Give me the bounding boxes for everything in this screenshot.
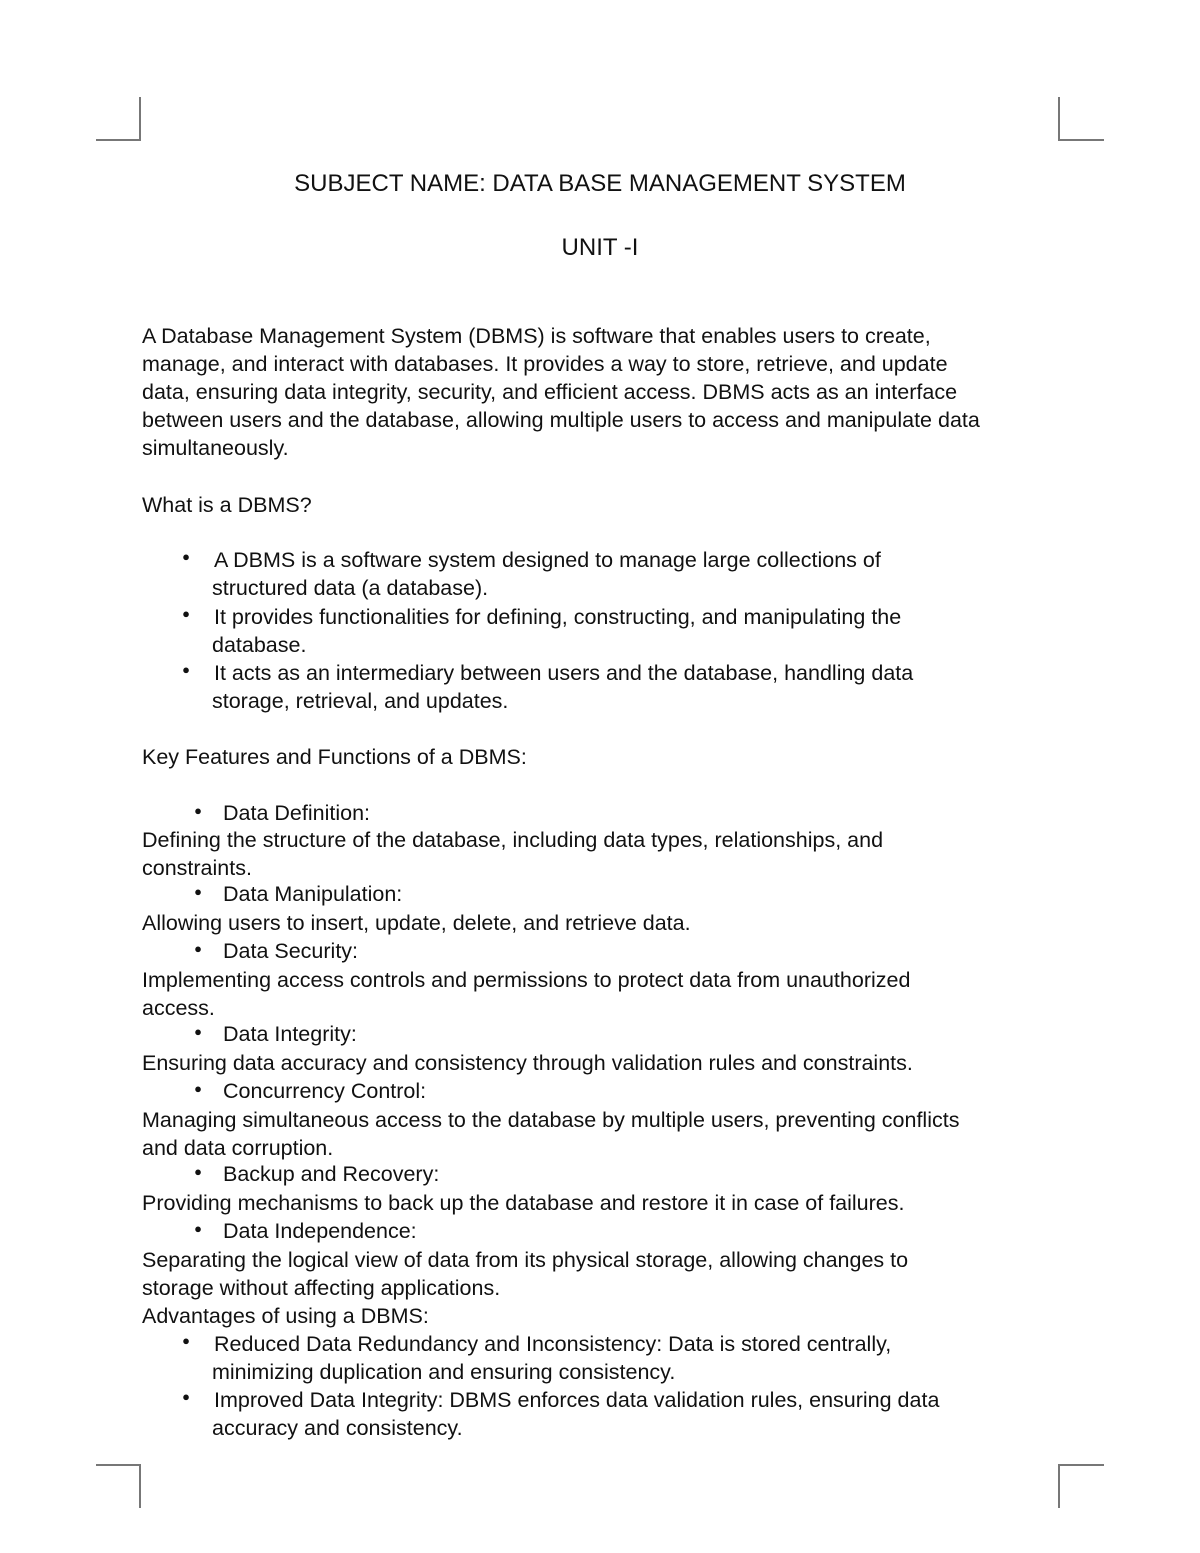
crop-mark-bottom-right-v	[1058, 1464, 1060, 1508]
feature-description: access.	[142, 996, 215, 1020]
intro-line: data, ensuring data integrity, security, and efficient access. DBMS acts as an interface	[142, 380, 958, 404]
feature-label: Data Independence:	[223, 1219, 417, 1243]
feature-label: Data Manipulation:	[223, 882, 403, 906]
list-item-continuation: database.	[212, 633, 307, 657]
crop-mark-top-left-v	[139, 97, 141, 141]
feature-label: Backup and Recovery:	[223, 1162, 440, 1186]
intro-line: manage, and interact with databases. It provides a way to store, retrieve, and update	[142, 352, 948, 376]
bullet-icon: ●	[194, 1024, 202, 1039]
list-item-continuation: storage, retrieval, and updates.	[212, 689, 509, 713]
bullet-icon: ●	[182, 662, 190, 677]
advantages-heading: Advantages of using a DBMS:	[142, 1304, 429, 1328]
feature-description: Providing mechanisms to back up the database and restore it in case of failures.	[142, 1191, 905, 1215]
crop-mark-bottom-left-v	[139, 1464, 141, 1508]
feature-label: Data Definition:	[223, 801, 370, 825]
feature-description: constraints.	[142, 856, 252, 880]
crop-mark-top-left-h	[96, 139, 141, 141]
bullet-icon: ●	[182, 549, 190, 564]
unit-title: UNIT -I	[561, 234, 639, 261]
list-item: It acts as an intermediary between users and the database, handling data	[214, 661, 914, 685]
feature-description: Ensuring data accuracy and consistency through validation rules and constraints.	[142, 1051, 913, 1075]
feature-description: storage without affecting applications.	[142, 1276, 501, 1300]
features-heading: Key Features and Functions of a DBMS:	[142, 745, 527, 769]
feature-description: Managing simultaneous access to the database by multiple users, preventing conflicts	[142, 1108, 960, 1132]
list-item-continuation: structured data (a database).	[212, 576, 489, 600]
crop-mark-top-right-h	[1058, 139, 1104, 141]
list-item-continuation: minimizing duplication and ensuring consistency.	[212, 1360, 676, 1384]
list-item: Improved Data Integrity: DBMS enforces data validation rules, ensuring data	[214, 1388, 940, 1412]
list-item: It provides functionalities for defining, constructing, and manipulating the	[214, 605, 902, 629]
list-item-continuation: accuracy and consistency.	[212, 1416, 463, 1440]
list-item: A DBMS is a software system designed to manage large collections of	[214, 548, 881, 572]
crop-mark-bottom-right-h	[1058, 1464, 1104, 1466]
bullet-icon: ●	[194, 1081, 202, 1096]
what-is-heading: What is a DBMS?	[142, 493, 312, 517]
subject-title: SUBJECT NAME: DATA BASE MANAGEMENT SYSTEM	[294, 170, 906, 197]
feature-description: and data corruption.	[142, 1136, 334, 1160]
crop-mark-top-right-v	[1058, 97, 1060, 141]
feature-description: Allowing users to insert, update, delete, and retrieve data.	[142, 911, 691, 935]
feature-description: Defining the structure of the database, including data types, relationships, and	[142, 828, 884, 852]
feature-label: Data Security:	[223, 939, 359, 963]
list-item: Reduced Data Redundancy and Inconsistency: Data is stored centrally,	[214, 1332, 892, 1356]
crop-mark-bottom-left-h	[96, 1464, 141, 1466]
bullet-icon: ●	[194, 1164, 202, 1179]
bullet-icon: ●	[194, 803, 202, 818]
bullet-icon: ●	[182, 1333, 190, 1348]
feature-description: Implementing access controls and permissions to protect data from unauthorized	[142, 968, 911, 992]
feature-label: Data Integrity:	[223, 1022, 357, 1046]
intro-line: A Database Management System (DBMS) is software that enables users to create,	[142, 324, 931, 348]
bullet-icon: ●	[194, 941, 202, 956]
intro-line: between users and the database, allowing multiple users to access and manipulate data	[142, 408, 980, 432]
feature-label: Concurrency Control:	[223, 1079, 427, 1103]
feature-description: Separating the logical view of data from its physical storage, allowing changes to	[142, 1248, 909, 1272]
bullet-icon: ●	[182, 606, 190, 621]
bullet-icon: ●	[194, 884, 202, 899]
bullet-icon: ●	[182, 1389, 190, 1404]
bullet-icon: ●	[194, 1221, 202, 1236]
intro-line: simultaneously.	[142, 436, 289, 460]
